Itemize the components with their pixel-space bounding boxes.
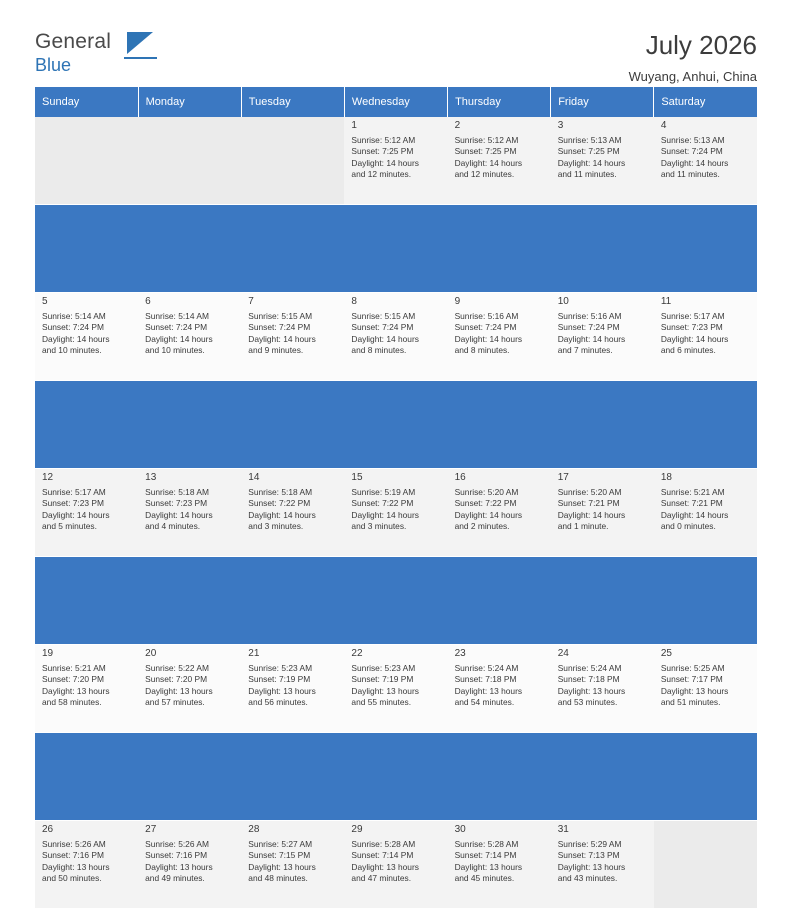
- day-number: 25: [660, 648, 672, 659]
- day-detail-line: Sunset: 7:24 PM: [660, 146, 723, 157]
- week-separator: [35, 381, 757, 469]
- day-detail-line: and 53 minutes.: [557, 697, 618, 708]
- day-detail-line: Sunset: 7:22 PM: [351, 498, 414, 509]
- general-blue-logo: [35, 30, 185, 82]
- calendar-day-cell[interactable]: [344, 821, 447, 909]
- day-detail-line: Sunrise: 5:13 AM: [557, 134, 622, 145]
- day-detail-line: and 55 minutes.: [351, 697, 412, 708]
- day-detail-line: Daylight: 13 hours: [351, 861, 419, 872]
- day-detail-line: and 48 minutes.: [248, 873, 308, 884]
- day-detail-line: and 45 minutes.: [454, 873, 515, 884]
- day-detail-line: Sunset: 7:21 PM: [660, 498, 723, 509]
- page-subtitle: Wuyang, Anhui, China: [628, 69, 757, 84]
- day-detail-line: Daylight: 13 hours: [248, 861, 316, 872]
- day-detail-line: Sunset: 7:20 PM: [42, 674, 104, 685]
- day-detail-line: Daylight: 13 hours: [454, 685, 523, 696]
- calendar-day-cell[interactable]: [654, 645, 757, 733]
- calendar-day-cell[interactable]: [551, 469, 654, 557]
- day-detail-line: Sunrise: 5:12 AM: [351, 134, 416, 145]
- day-detail-line: Daylight: 14 hours: [454, 333, 523, 344]
- day-detail-line: Daylight: 14 hours: [248, 509, 316, 520]
- day-detail-line: Sunset: 7:24 PM: [248, 322, 311, 333]
- day-number: 6: [145, 296, 151, 307]
- weekday-header-wednesday: Wednesday: [344, 87, 447, 117]
- day-detail-line: Daylight: 13 hours: [42, 861, 110, 872]
- day-detail-line: Sunset: 7:24 PM: [557, 322, 620, 333]
- calendar-week-row: [35, 117, 757, 205]
- calendar-day-cell[interactable]: [551, 117, 654, 205]
- day-detail-line: Sunrise: 5:13 AM: [660, 134, 725, 145]
- day-detail-line: and 3 minutes.: [351, 521, 407, 532]
- day-detail-line: and 1 minute.: [557, 521, 609, 532]
- day-detail-line: and 10 minutes.: [42, 345, 102, 356]
- logo-flag-icon: [127, 32, 153, 54]
- day-number: 18: [660, 472, 672, 483]
- day-detail-line: and 12 minutes.: [351, 169, 412, 180]
- day-detail-line: and 8 minutes.: [454, 345, 510, 356]
- weekday-header-saturday: Saturday: [654, 87, 757, 117]
- day-detail-line: Sunrise: 5:28 AM: [351, 838, 416, 849]
- day-detail-line: Daylight: 14 hours: [42, 333, 110, 344]
- day-detail-line: and 50 minutes.: [42, 873, 102, 884]
- day-number: 23: [454, 648, 466, 659]
- calendar-body: [35, 117, 757, 909]
- day-detail-line: Sunset: 7:23 PM: [42, 498, 104, 509]
- day-number: 7: [248, 296, 254, 307]
- day-detail-line: Sunrise: 5:27 AM: [248, 838, 313, 849]
- calendar-empty-cell: [654, 821, 757, 909]
- day-detail-line: Sunrise: 5:15 AM: [351, 310, 416, 321]
- day-number: 31: [557, 824, 569, 835]
- day-number: 1: [351, 120, 357, 131]
- day-detail-line: and 11 minutes.: [660, 169, 720, 180]
- day-number: 26: [42, 824, 54, 835]
- calendar-week-row: [35, 469, 757, 557]
- title-block: [629, 30, 757, 84]
- day-detail-line: Daylight: 13 hours: [454, 861, 523, 872]
- day-detail-line: Sunset: 7:19 PM: [248, 674, 311, 685]
- day-number: 11: [660, 296, 672, 307]
- day-detail-line: Daylight: 14 hours: [145, 509, 213, 520]
- day-detail-line: and 56 minutes.: [248, 697, 308, 708]
- week-separator: [35, 733, 757, 821]
- day-detail-line: Sunrise: 5:12 AM: [454, 134, 519, 145]
- calendar-day-cell[interactable]: [241, 821, 344, 909]
- day-detail-line: Sunset: 7:20 PM: [145, 674, 208, 685]
- calendar-day-cell[interactable]: [344, 469, 447, 557]
- day-detail-line: Sunset: 7:25 PM: [454, 146, 517, 157]
- calendar-day-cell[interactable]: [551, 821, 654, 909]
- day-detail-line: Daylight: 14 hours: [557, 509, 626, 520]
- day-number: 20: [145, 648, 157, 659]
- day-detail-line: Sunset: 7:13 PM: [557, 850, 620, 861]
- calendar-day-cell[interactable]: [35, 293, 138, 381]
- day-detail-line: Daylight: 13 hours: [145, 861, 213, 872]
- weekday-header-sunday: Sunday: [35, 87, 138, 117]
- day-detail-line: Sunrise: 5:19 AM: [351, 486, 416, 497]
- day-detail-line: Sunset: 7:25 PM: [351, 146, 414, 157]
- day-detail-line: and 7 minutes.: [557, 345, 613, 356]
- day-detail-line: Sunset: 7:15 PM: [248, 850, 311, 861]
- day-detail-line: Sunset: 7:14 PM: [454, 850, 517, 861]
- week-separator-bar: [35, 557, 757, 645]
- calendar-empty-cell: [241, 117, 344, 205]
- day-detail-line: Daylight: 14 hours: [351, 509, 419, 520]
- week-separator-bar: [35, 205, 757, 293]
- day-detail-line: Sunset: 7:14 PM: [351, 850, 414, 861]
- day-detail-line: Daylight: 14 hours: [42, 509, 110, 520]
- calendar-day-cell[interactable]: [654, 469, 757, 557]
- day-number: 10: [557, 296, 569, 307]
- day-detail-line: Sunrise: 5:21 AM: [42, 662, 106, 673]
- day-detail-line: Daylight: 14 hours: [145, 333, 213, 344]
- weekday-header-row: [35, 87, 757, 117]
- day-detail-line: and 4 minutes.: [145, 521, 201, 532]
- week-separator: [35, 205, 757, 293]
- day-detail-line: Sunset: 7:25 PM: [557, 146, 620, 157]
- day-number: 28: [248, 824, 260, 835]
- day-number: 15: [351, 472, 363, 483]
- calendar-day-cell[interactable]: [448, 645, 551, 733]
- day-detail-line: Sunrise: 5:14 AM: [42, 310, 106, 321]
- calendar-day-cell[interactable]: [241, 293, 344, 381]
- day-detail-line: Sunrise: 5:25 AM: [660, 662, 725, 673]
- day-detail-line: Sunset: 7:23 PM: [660, 322, 723, 333]
- day-detail-line: Sunset: 7:16 PM: [42, 850, 104, 861]
- day-detail-line: Daylight: 13 hours: [557, 685, 626, 696]
- logo-underline-icon: [124, 57, 157, 59]
- day-number: 30: [454, 824, 466, 835]
- day-detail-line: Daylight: 14 hours: [660, 157, 729, 168]
- calendar-day-cell[interactable]: [448, 117, 551, 205]
- day-detail-line: Sunset: 7:21 PM: [557, 498, 620, 509]
- day-number: 17: [557, 472, 569, 483]
- week-separator: [35, 557, 757, 645]
- day-detail-line: and 11 minutes.: [557, 169, 617, 180]
- day-detail-line: Sunset: 7:16 PM: [145, 850, 208, 861]
- day-number: 3: [557, 120, 564, 131]
- calendar-day-cell[interactable]: [654, 293, 757, 381]
- calendar-day-cell[interactable]: [551, 293, 654, 381]
- day-detail-line: and 2 minutes.: [454, 521, 510, 532]
- day-detail-line: Daylight: 13 hours: [660, 685, 729, 696]
- day-detail-line: Daylight: 13 hours: [557, 861, 626, 872]
- day-detail-line: Sunrise: 5:21 AM: [660, 486, 725, 497]
- weekday-header-friday: Friday: [551, 87, 654, 117]
- calendar-day-cell[interactable]: [448, 821, 551, 909]
- day-detail-line: Sunrise: 5:15 AM: [248, 310, 313, 321]
- day-number: 4: [660, 120, 667, 131]
- day-detail-line: and 57 minutes.: [145, 697, 205, 708]
- day-detail-line: Sunset: 7:17 PM: [660, 674, 723, 685]
- day-detail-line: Sunrise: 5:23 AM: [351, 662, 416, 673]
- day-number: 22: [351, 648, 363, 659]
- day-number: 13: [145, 472, 157, 483]
- day-detail-line: Sunrise: 5:16 AM: [454, 310, 519, 321]
- calendar-table: [35, 87, 757, 909]
- weekday-header-thursday: Thursday: [448, 87, 551, 117]
- weekday-header-tuesday: Tuesday: [241, 87, 344, 117]
- calendar-empty-cell: [35, 117, 138, 205]
- day-detail-line: Sunset: 7:24 PM: [351, 322, 414, 333]
- day-number: 2: [454, 120, 461, 131]
- day-detail-line: and 6 minutes.: [660, 345, 716, 356]
- day-detail-line: Sunset: 7:18 PM: [557, 674, 620, 685]
- day-detail-line: and 9 minutes.: [248, 345, 304, 356]
- day-number: 24: [557, 648, 569, 659]
- day-detail-line: and 47 minutes.: [351, 873, 412, 884]
- page-header: [35, 0, 757, 84]
- day-number: 19: [42, 648, 54, 659]
- day-number: 16: [454, 472, 466, 483]
- day-detail-line: Sunrise: 5:24 AM: [454, 662, 519, 673]
- day-number: 12: [42, 472, 54, 483]
- day-detail-line: and 49 minutes.: [145, 873, 205, 884]
- week-separator-bar: [35, 381, 757, 469]
- day-detail-line: Daylight: 14 hours: [660, 333, 729, 344]
- day-detail-line: Sunset: 7:23 PM: [145, 498, 208, 509]
- logo-text-general: General: [35, 30, 112, 53]
- calendar-day-cell[interactable]: [344, 117, 447, 205]
- calendar-day-cell[interactable]: [344, 645, 447, 733]
- day-detail-line: Daylight: 14 hours: [660, 509, 729, 520]
- day-detail-line: Sunrise: 5:17 AM: [660, 310, 725, 321]
- day-detail-line: Sunrise: 5:17 AM: [42, 486, 106, 497]
- calendar-week-row: [35, 821, 757, 909]
- day-detail-line: Daylight: 14 hours: [454, 157, 523, 168]
- day-detail-line: Sunrise: 5:24 AM: [557, 662, 622, 673]
- day-detail-line: Sunrise: 5:16 AM: [557, 310, 622, 321]
- day-detail-line: and 8 minutes.: [351, 345, 407, 356]
- calendar-day-cell[interactable]: [35, 469, 138, 557]
- day-number: 5: [42, 296, 48, 307]
- day-detail-line: and 54 minutes.: [454, 697, 515, 708]
- day-detail-line: Sunset: 7:22 PM: [248, 498, 311, 509]
- week-separator-bar: [35, 733, 757, 821]
- calendar-day-cell[interactable]: [241, 469, 344, 557]
- day-detail-line: Sunrise: 5:28 AM: [454, 838, 519, 849]
- day-detail-line: Daylight: 13 hours: [42, 685, 110, 696]
- day-detail-line: Daylight: 14 hours: [557, 157, 626, 168]
- day-detail-line: Sunset: 7:19 PM: [351, 674, 414, 685]
- day-detail-line: Sunset: 7:18 PM: [454, 674, 517, 685]
- day-detail-line: and 3 minutes.: [248, 521, 304, 532]
- calendar-day-cell[interactable]: [448, 469, 551, 557]
- logo-text-blue: Blue: [35, 55, 72, 75]
- day-detail-line: Daylight: 13 hours: [248, 685, 316, 696]
- calendar-day-cell[interactable]: [241, 645, 344, 733]
- day-detail-line: Daylight: 14 hours: [351, 157, 419, 168]
- calendar-day-cell[interactable]: [35, 645, 138, 733]
- day-detail-line: Daylight: 14 hours: [557, 333, 626, 344]
- day-number: 14: [248, 472, 260, 483]
- day-detail-line: Sunrise: 5:20 AM: [454, 486, 519, 497]
- day-detail-line: Daylight: 14 hours: [351, 333, 419, 344]
- day-detail-line: and 0 minutes.: [660, 521, 716, 532]
- calendar-week-row: [35, 645, 757, 733]
- day-detail-line: Daylight: 14 hours: [454, 509, 523, 520]
- day-detail-line: Sunrise: 5:22 AM: [145, 662, 209, 673]
- day-detail-line: Sunset: 7:24 PM: [454, 322, 517, 333]
- day-number: 27: [145, 824, 157, 835]
- calendar-day-cell[interactable]: [35, 821, 138, 909]
- calendar-day-cell[interactable]: [138, 469, 241, 557]
- day-detail-line: Sunrise: 5:26 AM: [42, 838, 106, 849]
- day-detail-line: Sunset: 7:22 PM: [454, 498, 517, 509]
- weekday-header-monday: Monday: [138, 87, 241, 117]
- calendar-day-cell[interactable]: [551, 645, 654, 733]
- day-detail-line: Daylight: 13 hours: [351, 685, 419, 696]
- day-detail-line: and 5 minutes.: [42, 521, 97, 532]
- day-detail-line: Daylight: 13 hours: [145, 685, 213, 696]
- day-number: 8: [351, 296, 357, 307]
- day-detail-line: and 10 minutes.: [145, 345, 205, 356]
- day-detail-line: Sunrise: 5:23 AM: [248, 662, 313, 673]
- day-detail-line: Sunset: 7:24 PM: [145, 322, 208, 333]
- day-number: 21: [248, 648, 260, 659]
- day-detail-line: and 43 minutes.: [557, 873, 618, 884]
- day-detail-line: and 12 minutes.: [454, 169, 515, 180]
- day-detail-line: Daylight: 14 hours: [248, 333, 316, 344]
- day-detail-line: Sunrise: 5:26 AM: [145, 838, 209, 849]
- day-detail-line: Sunrise: 5:14 AM: [145, 310, 209, 321]
- day-number: 29: [351, 824, 363, 835]
- day-number: 9: [454, 296, 461, 307]
- page-title: July 2026: [645, 30, 757, 60]
- day-detail-line: Sunrise: 5:20 AM: [557, 486, 622, 497]
- day-detail-line: Sunrise: 5:29 AM: [557, 838, 622, 849]
- day-detail-line: Sunset: 7:24 PM: [42, 322, 104, 333]
- day-detail-line: and 58 minutes.: [42, 697, 102, 708]
- calendar-day-cell[interactable]: [448, 293, 551, 381]
- calendar-day-cell[interactable]: [654, 117, 757, 205]
- calendar-day-cell[interactable]: [344, 293, 447, 381]
- calendar-week-row: [35, 293, 757, 381]
- day-detail-line: Sunrise: 5:18 AM: [248, 486, 313, 497]
- day-detail-line: Sunrise: 5:18 AM: [145, 486, 209, 497]
- calendar-day-cell[interactable]: [138, 645, 241, 733]
- day-detail-line: and 51 minutes.: [660, 697, 721, 708]
- calendar-day-cell[interactable]: [138, 821, 241, 909]
- calendar-day-cell[interactable]: [138, 293, 241, 381]
- calendar-empty-cell: [138, 117, 241, 205]
